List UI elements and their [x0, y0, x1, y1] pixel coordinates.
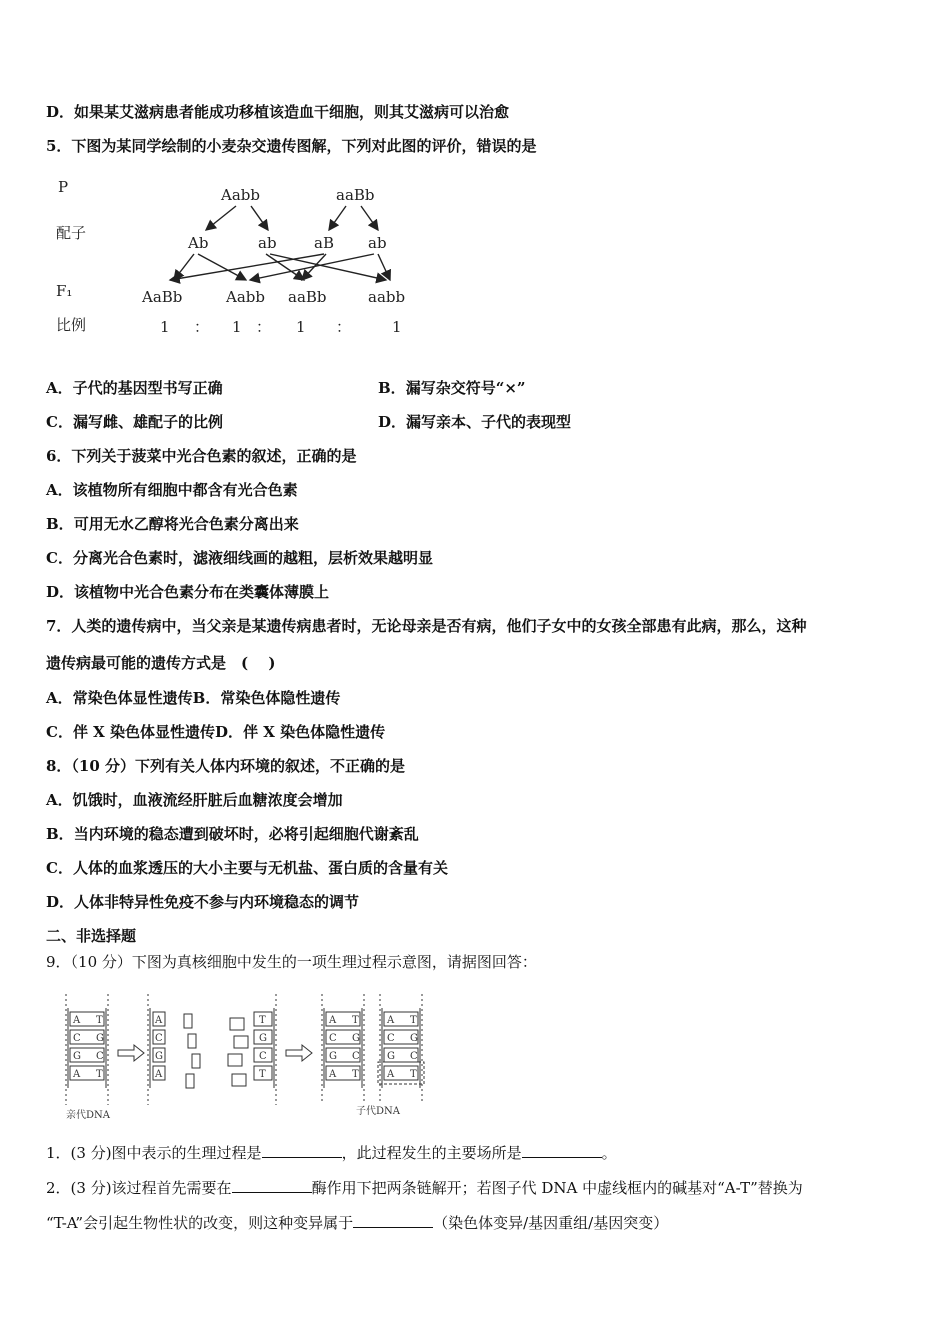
base-c: C [73, 1033, 81, 1044]
offspring-1: AaBb [142, 288, 183, 306]
q8-option-c[interactable]: C．人体的血浆透压的大小主要与无机盐、蛋白质的含量有关 [46, 859, 448, 877]
label-p: P [58, 178, 69, 196]
q6-option-b[interactable]: B．可用无水乙醇将光合色素分离出来 [46, 515, 299, 533]
answer-blank-1[interactable] [262, 1143, 342, 1158]
base-a: A [73, 1015, 81, 1026]
label-parent-dna: 亲代DNA [66, 1110, 110, 1120]
label-ratio: 比例 [56, 316, 87, 334]
svg-text:G: G [155, 1051, 163, 1062]
q9-stem: 9．（10 分）下图为真核细胞中发生的一项生理过程示意图，请据图回答： [46, 953, 537, 971]
q8-option-b[interactable]: B．当内环境的稳态遭到破坏时，必将引起细胞代谢紊乱 [46, 825, 419, 843]
ratio-sep-1: ： [194, 318, 210, 336]
svg-text:T: T [410, 1069, 417, 1080]
svg-text:A: A [155, 1015, 163, 1026]
q9-sub2-line1: 2．(3 分)该过程首先需要在 酶作用下把两条链解开；若图子代 DNA 中虚线框内的碱基对“A-T”替换为 [46, 1179, 803, 1197]
svg-text:T: T [96, 1069, 103, 1080]
label-gamete: 配子 [56, 224, 87, 242]
offspring-3: aaBb [288, 288, 327, 306]
svg-text:T: T [352, 1069, 359, 1080]
svg-text:C: C [259, 1051, 267, 1062]
ratio-2: 1 [232, 318, 242, 336]
svg-text:T: T [410, 1015, 417, 1026]
ratio-3: 1 [296, 318, 306, 336]
svg-text:C: C [155, 1033, 163, 1044]
parent-1: Aabb [221, 186, 260, 204]
q7-stem-line1: 7．人类的遗传病中，当父亲是某遗传病患者时，无论母亲是否有病，他们子女中的女孩全部患有此病，那么，这种 [46, 617, 807, 635]
gamete-3: aB [314, 234, 334, 252]
svg-text:A: A [329, 1069, 337, 1080]
ratio-1: 1 [160, 318, 170, 336]
svg-text:C: C [387, 1033, 395, 1044]
q5-option-c[interactable]: C．漏写雌、雄配子的比例 [46, 413, 223, 431]
svg-text:T: T [259, 1015, 266, 1026]
gamete-2: ab [258, 234, 277, 252]
q6-stem: 6．下列关于菠菜中光合色素的叙述，正确的是 [46, 447, 357, 465]
q8-option-a[interactable]: A．饥饿时，血液流经肝脏后血糖浓度会增加 [46, 791, 343, 809]
ratio-sep-3: ： [336, 318, 352, 336]
offspring-4: aabb [368, 288, 406, 306]
dna-replication-figure [58, 990, 458, 1120]
q8-stem: 8．（10 分）下列有关人体内环境的叙述，不正确的是 [46, 757, 406, 775]
q4-option-d: D．如果某艾滋病患者能成功移植该造血干细胞，则其艾滋病可以治愈 [46, 103, 510, 121]
svg-text:G: G [73, 1051, 81, 1062]
parent-2: aaBb [336, 186, 375, 204]
svg-text:G: G [410, 1033, 418, 1044]
gamete-4: ab [368, 234, 387, 252]
q5-cross-diagram [46, 172, 466, 347]
q9-sub2-line2: “T-A”会引起生物性状的改变，则这种变异属于 （染色体变异/基因重组/基因突变） [46, 1214, 669, 1232]
label-f1: F₁ [56, 282, 73, 300]
offspring-2: Aabb [226, 288, 265, 306]
ratio-sep-2: ： [256, 318, 272, 336]
base-g: G [96, 1033, 104, 1044]
label-child-dna: 子代DNA [356, 1106, 400, 1117]
gamete-1: Ab [188, 234, 209, 252]
q6-option-a[interactable]: A．该植物所有细胞中都含有光合色素 [46, 481, 298, 499]
svg-text:G: G [387, 1051, 395, 1062]
q9-sub1: 1．(3 分)图中表示的生理过程是 ，此过程发生的主要场所是 。 [46, 1144, 617, 1162]
q5-option-d[interactable]: D．漏写亲本、子代的表现型 [378, 413, 572, 431]
svg-text:A: A [387, 1069, 395, 1080]
svg-text:A: A [387, 1015, 395, 1026]
q6-option-c[interactable]: C．分离光合色素时，滤液细线画的越粗，层析效果越明显 [46, 549, 433, 567]
answer-blank-3[interactable] [232, 1178, 312, 1193]
q5-option-a[interactable]: A．子代的基因型书写正确 [46, 379, 223, 397]
svg-text:G: G [352, 1033, 360, 1044]
svg-text:A: A [155, 1069, 163, 1080]
svg-text:C: C [410, 1051, 418, 1062]
svg-text:C: C [329, 1033, 337, 1044]
q8-option-d[interactable]: D．人体非特异性免疫不参与内环境稳态的调节 [46, 893, 360, 911]
q5-option-b[interactable]: B．漏写杂交符号“×” [378, 379, 526, 397]
svg-text:A: A [73, 1069, 81, 1080]
answer-blank-2[interactable] [522, 1143, 602, 1158]
svg-text:G: G [329, 1051, 337, 1062]
svg-text:C: C [352, 1051, 360, 1062]
svg-text:T: T [259, 1069, 266, 1080]
q7-options-cd[interactable]: C．伴 X 染色体显性遗传D．伴 X 染色体隐性遗传 [46, 723, 386, 741]
section-title: 二、非选择题 [46, 927, 137, 945]
svg-text:A: A [329, 1015, 337, 1026]
q7-options-ab[interactable]: A．常染色体显性遗传B．常染色体隐性遗传 [46, 689, 341, 707]
svg-text:G: G [259, 1033, 267, 1044]
svg-text:T: T [352, 1015, 359, 1026]
answer-blank-4[interactable] [353, 1213, 433, 1228]
svg-text:C: C [96, 1051, 104, 1062]
ratio-4: 1 [392, 318, 402, 336]
q5-stem: 5．下图为某同学绘制的小麦杂交遗传图解，下列对此图的评价，错误的是 [46, 137, 537, 155]
q6-option-d[interactable]: D．该植物中光合色素分布在类囊体薄膜上 [46, 583, 330, 601]
q7-stem-line2: 遗传病最可能的遗传方式是 ( ) [46, 654, 276, 672]
base-t: T [96, 1015, 103, 1026]
